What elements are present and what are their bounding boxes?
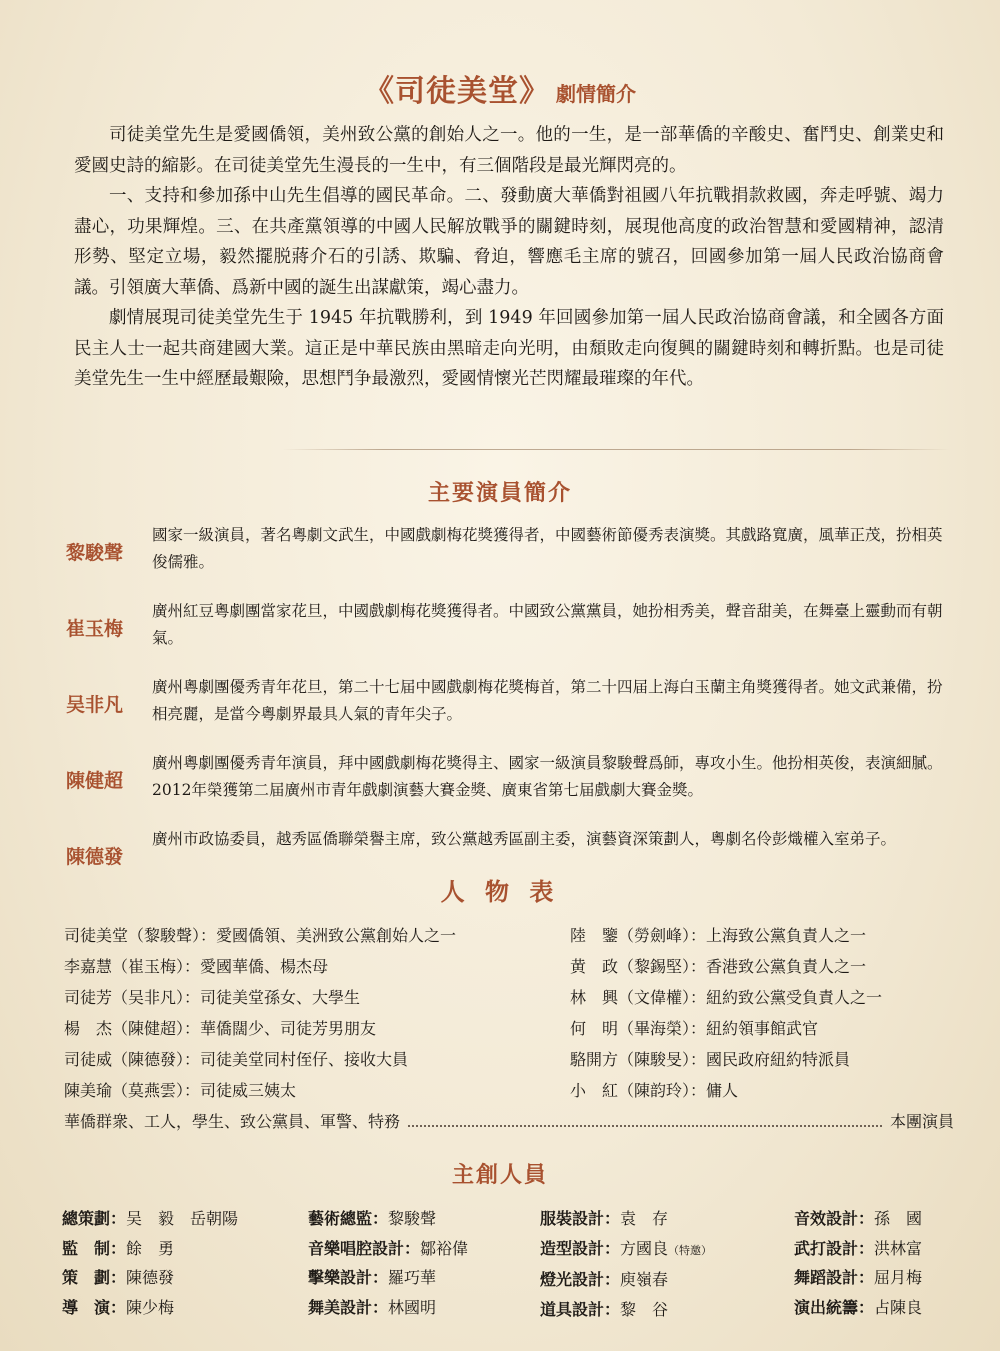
crew-note: （特邀） [668,1243,713,1257]
crew-name: 鄒裕偉 [420,1238,469,1258]
actor-bio: 廣州粵劇團優秀青年演員，拜中國戲劇梅花獎得主、國家一級演員黎駿聲爲師，專攻小生。他扮相英俊，表演細膩。2012年榮獲第二届廣州市青年戲劇演藝大賽金獎、廣東省第七届戲劇大賽金獎。 [152,754,943,799]
role-line: 司徒芳（吴非凡）：司徒美堂孫女、大學生 [64,988,361,1007]
dotted-leader [408,1125,882,1127]
crew-column [62,1204,308,1324]
role-line: 林 興（文偉權）：紐約致公黨受負責人之一 [570,988,883,1007]
synopsis [74,120,944,395]
actor-name: 崔玉梅 [66,618,124,640]
crew-role: 燈光設計： [540,1270,621,1289]
crew-role: 總策劃： [62,1209,127,1228]
roles-heading: 人 物 表 [440,878,560,906]
crew-role: 策 劃： [62,1268,127,1287]
crew-name: 庾嶺春 [620,1270,669,1289]
crew-entry [62,1293,308,1323]
crew-column [794,1204,962,1324]
crew-entry [794,1263,962,1293]
crew-role: 音效設計： [794,1209,875,1228]
actor-bio: 廣州市政協委員，越秀區僑聯榮譽主席，致公黨越秀區副主委，演藝資深策劃人，粵劇名伶彭熾權入室弟子。 [152,830,897,848]
crew-entry [62,1263,308,1293]
crew-name: 陳少梅 [126,1297,175,1317]
synopsis-paragraph: 司徒美堂先生是愛國僑領，美州致公黨的創始人之一。他的一生，是一部華僑的辛酸史、奮鬥史、創業史和愛國史詩的縮影。在司徒美堂先生漫長的一生中，有三個階段是最光輝閃亮的。 [74,125,944,176]
role-line: 司徒威（陳德發）：司徒美堂同村侄仔、接收大員 [64,1050,409,1069]
crew-name: 屈月梅 [874,1268,923,1287]
role-line: 陳美瑜（莫燕雲）：司徒威三姨太 [64,1081,297,1100]
actor-entry [66,522,956,576]
crew-role: 藝術總監： [308,1209,389,1228]
ensemble-line [64,1106,954,1137]
crew-entry [62,1234,308,1264]
crew-column [540,1204,794,1324]
crew-role: 演出統籌： [794,1297,875,1317]
crew-role: 擊樂設計： [308,1268,389,1287]
crew-name: 餘 勇 [126,1238,175,1258]
crew-name: 吴 毅 岳朝陽 [126,1209,239,1228]
crew-entry [308,1293,540,1323]
actor-name: 吴非凡 [66,694,124,716]
role-line: 楊 杰（陳健超）：華僑闊少、司徒芳男朋友 [64,1019,377,1038]
crew-entry [308,1234,540,1264]
crew-name: 方國良 [620,1238,669,1258]
crew-entry [540,1234,794,1266]
crew-entry [794,1293,962,1323]
crew-entry [540,1204,794,1234]
roles-column-right [570,920,954,1106]
actor-entry [66,826,956,869]
actor-entry [66,598,956,652]
crew-role: 音樂唱腔設計： [308,1238,421,1258]
actor-bio: 國家一級演員，著名粵劇文武生，中國戲劇梅花獎獲得者，中國藝術節優秀表演獎。其戲路寬廣，風華正茂，扮相英俊儒雅。 [152,526,943,571]
ensemble-label: 華僑群衆、工人，學生、致公黨員、軍警、特務 [64,1112,401,1131]
role-line: 何 明（畢海榮）：紐約領事館武官 [570,1019,819,1038]
actors-heading: 主要演員簡介 [427,481,572,506]
crew-heading: 主創人員 [451,1163,548,1188]
page-title: 《司徒美堂》 [364,74,550,109]
crew-name: 孫 國 [874,1209,923,1228]
crew-role: 造型設計： [540,1238,621,1258]
crew-name: 占陳良 [874,1297,923,1317]
role-line: 李嘉慧（崔玉梅）：愛國華僑、楊杰母 [64,957,329,976]
crew-entry [540,1295,794,1325]
crew-role: 武打設計： [794,1238,875,1258]
crew-role: 監 制： [62,1238,127,1258]
crew-name: 洪林富 [874,1238,923,1258]
role-line: 陸 鑒（勞劍峰）：上海致公黨負責人之一 [570,926,867,945]
crew-name: 黎駿聲 [388,1209,437,1228]
role-line: 黄 政（黎錫堅）：香港致公黨負責人之一 [570,957,867,976]
actor-entry [66,674,956,728]
section-divider [282,449,950,450]
roles-table [64,920,954,1137]
roles-grid [64,920,954,1106]
crew-entry [308,1263,540,1293]
crew-name: 林國明 [388,1297,437,1317]
crew-name: 袁 存 [620,1209,669,1228]
role-line: 小 紅（陳韵玲）：傭人 [570,1081,739,1100]
title-row [0,66,1000,110]
crew-entry [794,1204,962,1234]
synopsis-paragraph: 一、支持和參加孫中山先生倡導的國民革命。二、發動廣大華僑對祖國八年抗戰捐款救國，奔走呼號、竭力盡心，功果輝煌。三、在共產黨領導的中國人民解放戰爭的關鍵時刻，展現他高度的政治智慧和愛國精神，認清形勢、堅定立場，毅然擺脱蔣介石的引誘、欺騙、脅迫，響應毛主席的號召，回國參加第一屆人民政治協商會議。引領廣大華僑、爲新中國的誕生出謀獻策，竭心盡力。 [74,186,944,298]
actor-entry [66,750,956,804]
ensemble-value: 本團演員 [889,1112,954,1131]
actor-name: 黎駿聲 [66,542,124,564]
crew-entry [794,1234,962,1264]
crew-role: 舞美設計： [308,1297,389,1317]
crew-entry [62,1204,308,1234]
page-subtitle: 劇情簡介 [556,82,636,106]
role-line: 駱開方（陳駿旻）：國民政府紐約特派員 [570,1050,851,1069]
synopsis-paragraph: 劇情展現司徒美堂先生于 1945 年抗戰勝利，到 1949 年回國參加第一屆人民政治協商會議，和全國各方面民主人士一起共商建國大業。這正是中華民族由黑暗走向光明，由頹敗走向復興的關鍵時刻和轉折點。也是司徒美堂先生一生中經歷最艱險，思想鬥争最激烈，愛國情懷光芒閃耀最璀璨的年代。 [74,308,944,389]
crew-role: 導 演： [62,1297,127,1317]
crew-name: 陳德發 [126,1268,175,1287]
crew-role: 服裝設計： [540,1209,621,1228]
actor-bio: 廣州紅豆粵劇團當家花旦，中國戲劇梅花獎獲得者。中國致公黨黨員，她扮相秀美，聲音甜美，在舞臺上靈動而有朝氣。 [152,602,943,647]
actors-list [66,522,956,891]
actor-name: 陳德發 [66,846,124,868]
crew-role: 舞蹈設計： [794,1268,875,1287]
crew-table [62,1204,962,1324]
crew-name: 黎 谷 [620,1299,669,1319]
crew-entry [540,1265,794,1295]
roles-column-left [64,920,570,1106]
role-line: 司徒美堂（黎駿聲）：愛國僑領、美洲致公黨創始人之一 [64,926,457,945]
crew-name: 羅巧華 [388,1268,437,1287]
crew-role: 道具設計： [540,1299,621,1319]
actor-name: 陳健超 [66,770,124,792]
crew-column [308,1204,540,1324]
actor-bio: 廣州粵劇團優秀青年花旦，第二十七届中國戲劇梅花獎梅首，第二十四届上海白玉蘭主角獎獲得者。她文武兼備，扮相亮麗，是當今粵劇界最具人氣的青年尖子。 [152,678,943,723]
crew-entry [308,1204,540,1234]
